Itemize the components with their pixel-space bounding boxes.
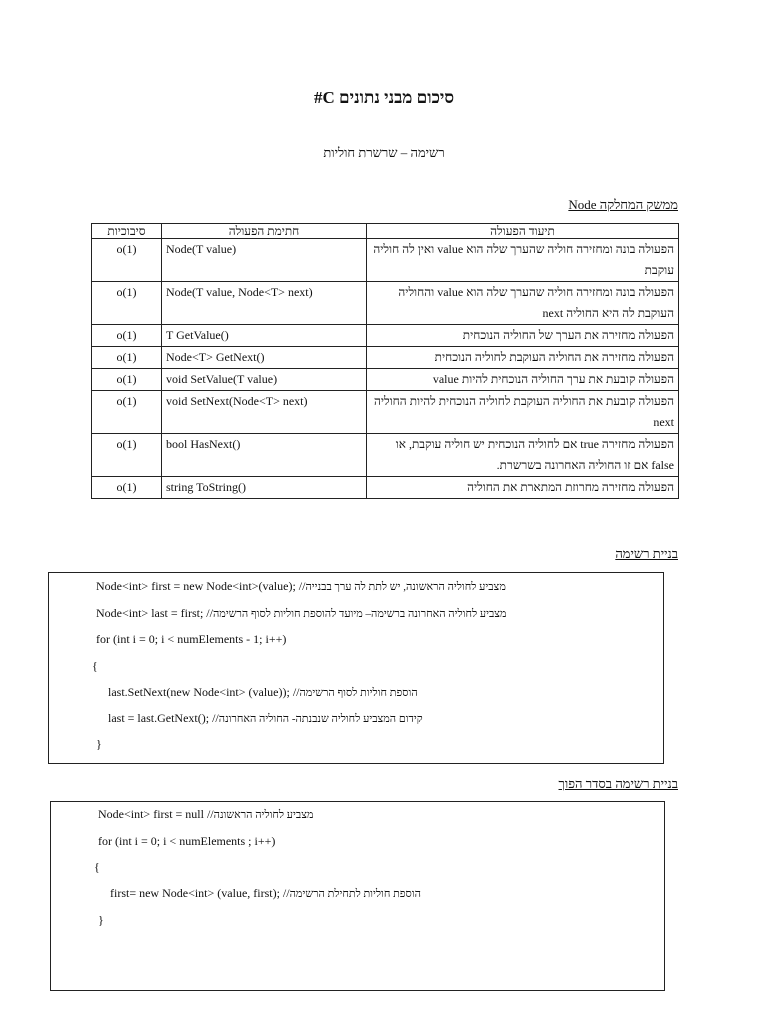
code-comment: הוספת חוליות לסוף הרשימה bbox=[299, 687, 418, 699]
table-row bbox=[92, 239, 679, 282]
row-complexity: o(1) bbox=[92, 347, 162, 369]
code-line bbox=[94, 860, 100, 875]
code-line bbox=[96, 737, 102, 752]
code-line bbox=[98, 834, 275, 849]
row-description: הפעולה מחזירה מחרוזת המתארת את החוליה bbox=[367, 477, 679, 499]
table-row bbox=[92, 325, 679, 347]
row-description: הפעולה מחזירה את החוליה העוקבת לחוליה הנוכחית bbox=[367, 347, 679, 369]
code-line bbox=[98, 807, 314, 822]
code-text: for (int i = 0; i < numElements - 1; i++) bbox=[96, 632, 287, 646]
code-line bbox=[98, 913, 104, 928]
table-header-row bbox=[92, 224, 679, 239]
page-subtitle: רשימה – שרשרת חוליות bbox=[323, 145, 445, 160]
row-complexity: o(1) bbox=[92, 477, 162, 499]
row-complexity: o(1) bbox=[92, 282, 162, 325]
row-description: הפעולה בונה ומחזירה חוליה שהערך שלה הוא value והחוליה העוקבת לה היא החוליה next bbox=[367, 282, 679, 325]
row-description: הפעולה קובעת את החוליה העוקבת לחוליה הנוכחית להיות החוליה next bbox=[367, 391, 679, 434]
build-list-code-box bbox=[48, 572, 664, 764]
code-line bbox=[108, 711, 423, 726]
code-text: } bbox=[96, 737, 102, 751]
node-interface-heading: ממשק המחלקה Node bbox=[568, 197, 678, 212]
code-text: } bbox=[98, 913, 104, 927]
code-line bbox=[92, 659, 98, 674]
code-comment: הוספת חוליות לתחילת הרשימה bbox=[289, 888, 421, 900]
row-complexity: o(1) bbox=[92, 369, 162, 391]
row-signature: Node(T value) bbox=[162, 239, 367, 282]
code-text: { bbox=[94, 860, 100, 874]
row-description: הפעולה מחזירה true אם לחוליה הנוכחית יש חוליה עוקבת, או false אם זו החוליה האחרונה בשרשרת. bbox=[367, 434, 679, 477]
code-line bbox=[96, 632, 286, 647]
row-signature: T GetValue() bbox=[162, 325, 367, 347]
build-reverse-code-box bbox=[50, 801, 665, 991]
code-line bbox=[96, 579, 506, 594]
row-signature: Node(T value, Node<T> next) bbox=[162, 282, 367, 325]
page-title: סיכום מבני נתונים C# bbox=[313, 88, 455, 107]
row-signature: Node<T> GetNext() bbox=[162, 347, 367, 369]
table-row bbox=[92, 434, 679, 477]
code-text: { bbox=[92, 659, 98, 673]
code-line bbox=[108, 685, 418, 700]
code-text: Node<int> first = new Node<int>(value); // bbox=[96, 579, 306, 593]
row-description: הפעולה בונה ומחזירה חוליה שהערך שלה הוא value ואין לה חוליה עוקבת bbox=[367, 239, 679, 282]
header-complexity: סיבוכיות bbox=[92, 224, 162, 239]
row-description: הפעולה קובעת את ערך החוליה הנוכחית להיות value bbox=[367, 369, 679, 391]
code-text: last.SetNext(new Node<int> (value)); // bbox=[108, 685, 300, 699]
code-line bbox=[96, 606, 507, 621]
row-signature: void SetValue(T value) bbox=[162, 369, 367, 391]
table-row bbox=[92, 477, 679, 499]
row-complexity: o(1) bbox=[92, 391, 162, 434]
code-text: for (int i = 0; i < numElements ; i++) bbox=[98, 834, 276, 848]
row-complexity: o(1) bbox=[92, 434, 162, 477]
code-comment: מצביע לחוליה האחרונה ברשימה– מיועד להוספת חוליות לסוף הרשימה bbox=[212, 608, 507, 620]
row-signature: bool HasNext() bbox=[162, 434, 367, 477]
code-comment: קידום המצביע לחוליה שנבנתה- החוליה האחרונה bbox=[218, 713, 423, 725]
header-description: תיעוד הפעולה bbox=[367, 224, 679, 239]
row-description: הפעולה מחזירה את הערך של החוליה הנוכחית bbox=[367, 325, 679, 347]
build-reverse-heading: בניית רשימה בסדר הפוך bbox=[558, 776, 678, 791]
table-row bbox=[92, 369, 679, 391]
code-text: last = last.GetNext(); // bbox=[108, 711, 219, 725]
row-signature: string ToString() bbox=[162, 477, 367, 499]
table-row bbox=[92, 282, 679, 325]
table-row bbox=[92, 347, 679, 369]
header-signature: חתימת הפעולה bbox=[162, 224, 367, 239]
code-text: Node<int> first = null // bbox=[98, 807, 214, 821]
row-complexity: o(1) bbox=[92, 325, 162, 347]
row-complexity: o(1) bbox=[92, 239, 162, 282]
row-signature: void SetNext(Node<T> next) bbox=[162, 391, 367, 434]
table-row bbox=[92, 391, 679, 434]
build-list-heading: בניית רשימה bbox=[615, 546, 678, 561]
code-comment: מצביע לחוליה הראשונה, יש לתת לה ערך בבנייה bbox=[305, 581, 506, 593]
code-comment: מצביע לחוליה הראשונה bbox=[213, 809, 314, 821]
code-text: Node<int> last = first; // bbox=[96, 606, 213, 620]
code-line bbox=[110, 886, 421, 901]
code-text: first= new Node<int> (value, first); // bbox=[110, 886, 290, 900]
node-operations-table bbox=[91, 223, 679, 499]
